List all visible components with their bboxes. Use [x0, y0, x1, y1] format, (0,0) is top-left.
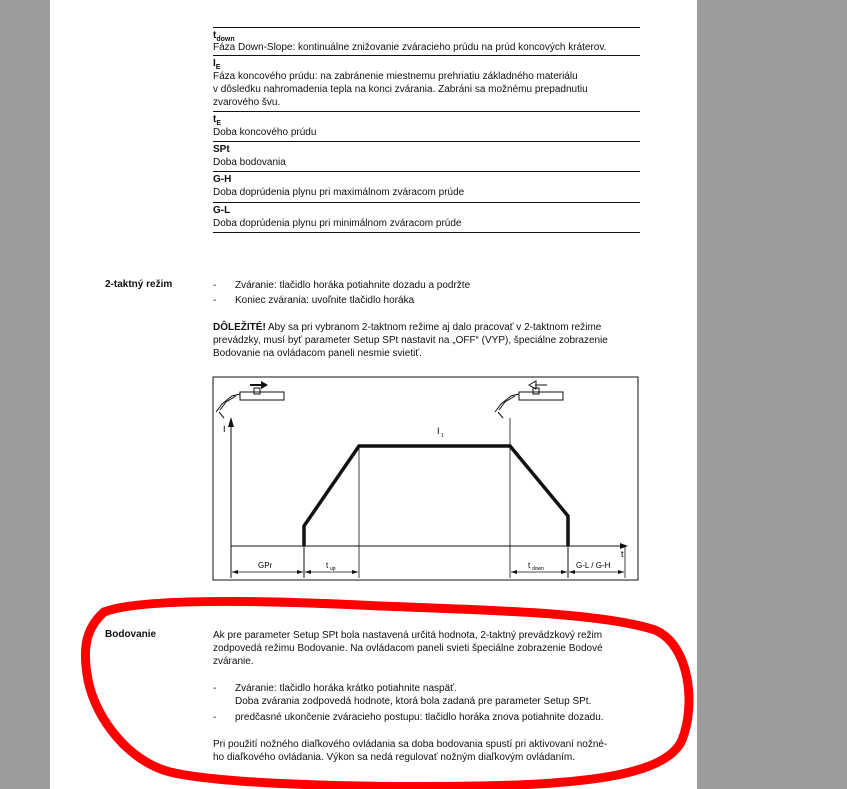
interval-label-tup-sub: up: [330, 566, 336, 572]
interval-label-tdown: t: [528, 561, 531, 570]
param-desc-ie-line3: zvarového švu.: [213, 97, 281, 108]
section-title-two-stroke: 2-taktný režim: [105, 279, 173, 290]
spot-intro-line3: zváranie.: [213, 656, 254, 667]
current-axis-arrow: [228, 417, 234, 427]
param-desc-gh: Doba doprúdenia plynu pri maximálnom zváracom prúde: [213, 187, 465, 198]
bullet-text: Doba zvárania zodpovedá hodnote, ktorá bola zadaná pre parameter Setup SPt.: [235, 696, 592, 707]
important-note-line2: prevádzky, musí byť parameter Setup SPt nastavit na „OFF“ (VYP), špeciálne zobrazenie: [213, 335, 608, 346]
param-desc-gl: Doba doprúdenia plynu pri minimálnom zváracom prúde: [213, 218, 462, 229]
spot-footer-line1: Pri použití nožného diaľkového ovládania sa doba bodovania spustí pri aktivovaní nožné-: [213, 739, 608, 750]
interval-label-tup: t: [326, 561, 329, 570]
spot-intro-line2: zodpovedá režimu Bodovanie. Na ovládacom paneli svieti špeciálne zobrazenie Bodové: [213, 643, 603, 654]
param-desc-ie-line2: v dôsledku nahromadenia tepla na konci zvárania. Zabráni sa možnému prepadnutiu: [213, 84, 588, 95]
important-note-line3: Bodovanie na ovládacom paneli nesmie svietiť.: [213, 348, 422, 359]
param-desc-tdown: Fáza Down-Slope: kontinuálne znižovanie zváracieho prúdu na prúd koncových kráterov.: [213, 42, 607, 53]
param-symbol-te: $t_E$: [213, 114, 222, 127]
torch-press-icon: [216, 381, 284, 418]
param-symbol-spt: SPt: [213, 144, 230, 155]
diagram-frame: [213, 377, 638, 580]
bullet-text: Koniec zvárania: uvoľnite tlačidlo horáka: [235, 295, 415, 306]
interval-label-tdown-sub: down: [532, 566, 544, 572]
param-symbol-gl: G-L: [213, 205, 231, 216]
current-axis-label: I: [223, 424, 226, 434]
param-symbol-ie: $I_E$: [213, 58, 221, 71]
torch-release-icon: [495, 381, 563, 418]
current-label: I: [437, 426, 440, 436]
important-note-line1: DÔLEŽITÉ! Aby sa pri vybranom 2-taktnom režime aj dalo pracovať v 2-taktnom režime: [213, 322, 602, 333]
bullet-text: Zváranie: tlačidlo horáka krátko potiahnite naspäť.: [235, 683, 457, 694]
time-axis-label: t: [621, 549, 624, 559]
spot-footer-line2: ho diaľkového ovládania. Výkon sa nedá regulovať nožným diaľkovým ovládaním.: [213, 752, 576, 763]
section-title-spot: Bodovanie: [105, 629, 157, 640]
interval-label-gas: G-L / G-H: [576, 561, 611, 570]
param-symbol-tdown: $t_{down}$: [213, 30, 235, 43]
param-symbol-gh: G-H: [213, 174, 232, 185]
param-desc-te: Doba koncového prúdu: [213, 127, 317, 138]
current-profile-line: [304, 446, 568, 546]
bullet-text: Zváranie: tlačidlo horáka potiahnite dozadu a podržte: [235, 280, 471, 291]
param-desc-ie-line1: Fáza koncového prúdu: na zabránenie miestnemu prehriatiu základného materiálu: [213, 71, 578, 82]
bullet-text: predčasné ukončenie zváracieho postupu: tlačidlo horáka znova potiahnite dozadu.: [235, 712, 604, 723]
param-desc-spt: Doba bodovania: [213, 157, 286, 168]
current-label-sub: 1: [441, 433, 444, 439]
interval-label-gpr: GPr: [258, 561, 273, 570]
spot-intro-line1: Ak pre parameter Setup SPt bola nastavená určitá hodnota, 2-taktný prevádzkový režim: [213, 630, 603, 641]
